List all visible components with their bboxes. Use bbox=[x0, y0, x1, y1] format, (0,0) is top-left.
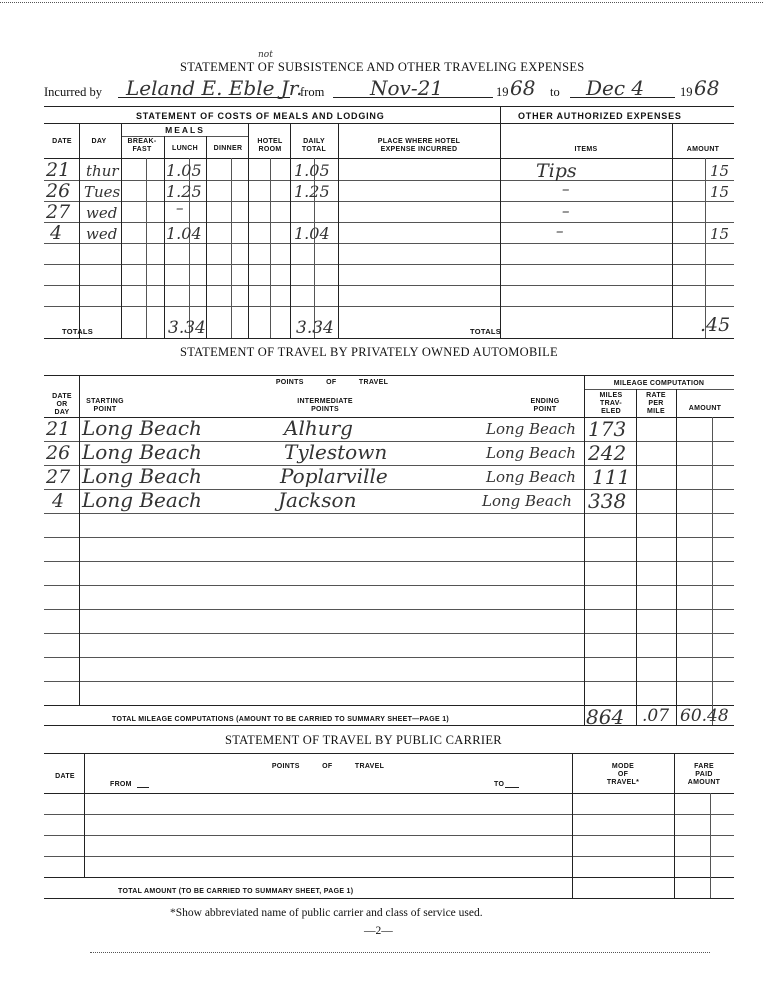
carrier-col-from: FROM bbox=[110, 781, 132, 788]
meals-col-breakfast: BREAK- FAST bbox=[127, 138, 157, 153]
incurred-name: Leland E. Eble Jr. bbox=[126, 76, 303, 100]
auto-row-2-miles: 242 bbox=[588, 441, 627, 465]
auto-row-3-start: Long Beach bbox=[82, 464, 202, 488]
to-year-prefix: 19 bbox=[680, 85, 693, 99]
meals-row-3-item: – bbox=[562, 202, 570, 220]
meals-row-4-daily-total: 1.04 bbox=[294, 224, 330, 243]
auto-row-3-miles: 111 bbox=[592, 465, 631, 489]
meals-row-2-day: Tues bbox=[84, 183, 121, 201]
meals-row-4-item: – bbox=[556, 222, 564, 240]
auto-total-rate: .07 bbox=[642, 706, 670, 726]
auto-row-1-start: Long Beach bbox=[82, 416, 202, 440]
auto-row-4-date: 4 bbox=[52, 490, 65, 512]
auto-row-1-intermediate: Alhurg bbox=[284, 416, 353, 440]
title-insert-handwriting: not bbox=[258, 50, 273, 60]
meals-totals-label: TOTALS bbox=[62, 327, 94, 336]
auto-row-2-date: 26 bbox=[46, 442, 71, 464]
meals-col-daily-total: DAILY TOTAL bbox=[301, 138, 327, 153]
meals-row-1-day: thur bbox=[86, 162, 119, 180]
meals-col-hotel-room: HOTEL ROOM bbox=[257, 138, 283, 153]
auto-col-intermediate: INTERMEDIATE POINTS bbox=[297, 398, 353, 413]
meals-col-day: DAY bbox=[91, 138, 107, 145]
auto-total-amount: 60.48 bbox=[680, 706, 729, 726]
meals-row-3-date: 27 bbox=[46, 201, 71, 223]
meals-row-1-daily-total: 1.05 bbox=[294, 161, 330, 180]
auto-total-miles: 864 bbox=[586, 705, 625, 729]
meals-row-2-amount: 15 bbox=[710, 183, 730, 201]
meals-row-1-lunch: 1.05 bbox=[166, 161, 202, 180]
meals-row-2-lunch: 1.25 bbox=[166, 182, 202, 201]
meals-row-1-date: 21 bbox=[46, 159, 71, 181]
from-date: Nov-21 bbox=[370, 76, 444, 100]
auto-row-1-date: 21 bbox=[46, 418, 71, 440]
other-total: .45 bbox=[700, 314, 731, 336]
meals-lunch-total: 3.34 bbox=[168, 318, 206, 338]
to-label: to bbox=[550, 85, 560, 99]
auto-row-4-end: Long Beach bbox=[482, 492, 572, 510]
from-year-prefix: 19 bbox=[496, 85, 509, 99]
other-col-items: ITEMS bbox=[574, 146, 598, 153]
meals-col-date: DATE bbox=[52, 138, 72, 145]
meals-col-lunch: LUNCH bbox=[172, 145, 198, 152]
auto-col-date: DATE OR DAY bbox=[52, 393, 72, 416]
auto-section-heading: STATEMENT OF TRAVEL BY PRIVATELY OWNED AUTOMOBILE bbox=[180, 345, 558, 359]
carrier-col-mode: MODE OF TRAVEL* bbox=[606, 763, 640, 786]
auto-row-2-intermediate: Tylestown bbox=[284, 440, 388, 464]
auto-col-points: POINTS OF TRAVEL bbox=[275, 379, 389, 386]
meals-row-4-amount: 15 bbox=[710, 225, 730, 243]
auto-col-starting: STARTING POINT bbox=[86, 398, 124, 413]
meals-col-place: PLACE WHERE HOTEL EXPENSE INCURRED bbox=[377, 138, 461, 153]
auto-col-rate: RATE PER MILE bbox=[646, 392, 666, 415]
auto-row-1-end: Long Beach bbox=[486, 420, 576, 438]
auto-row-4-miles: 338 bbox=[588, 489, 627, 513]
auto-col-ending: ENDING POINT bbox=[530, 398, 560, 413]
auto-col-mileage: MILEAGE COMPUTATION bbox=[613, 380, 705, 387]
auto-row-3-intermediate: Poplarville bbox=[280, 464, 388, 488]
from-year: 68 bbox=[510, 76, 536, 100]
meals-row-4-date: 4 bbox=[50, 222, 63, 244]
meals-row-3-lunch: – bbox=[176, 199, 184, 217]
meals-row-1-amount: 15 bbox=[710, 162, 730, 180]
carrier-col-points: POINTS OF TRAVEL bbox=[271, 763, 385, 770]
meals-daily-total: 3.34 bbox=[296, 318, 334, 338]
auto-row-2-end: Long Beach bbox=[486, 444, 576, 462]
meals-col-dinner: DINNER bbox=[213, 145, 243, 152]
meals-row-3-day: wed bbox=[86, 204, 118, 222]
to-date: Dec 4 bbox=[586, 76, 645, 100]
meals-row-2-date: 26 bbox=[46, 180, 71, 202]
meals-col-meals: MEALS bbox=[165, 125, 205, 135]
other-col-amount: AMOUNT bbox=[686, 146, 720, 153]
meals-row-4-lunch: 1.04 bbox=[166, 224, 202, 243]
auto-row-3-end: Long Beach bbox=[486, 468, 576, 486]
page-title: STATEMENT OF SUBSISTENCE AND OTHER TRAVELING EXPENSES bbox=[180, 60, 585, 74]
carrier-col-to: TO bbox=[494, 781, 505, 788]
meals-row-2-daily-total: 1.25 bbox=[294, 182, 330, 201]
auto-col-amount: AMOUNT bbox=[688, 405, 722, 412]
auto-row-3-date: 27 bbox=[46, 466, 71, 488]
carrier-totals-label: TOTAL AMOUNT (TO BE CARRIED TO SUMMARY SHEET, PAGE 1) bbox=[118, 888, 354, 895]
auto-row-4-intermediate: Jackson bbox=[278, 488, 357, 512]
auto-row-2-start: Long Beach bbox=[82, 440, 202, 464]
incurred-by-label: Incurred by bbox=[44, 85, 102, 99]
meals-section-heading: STATEMENT OF COSTS OF MEALS AND LODGING bbox=[136, 111, 385, 121]
auto-col-miles: MILES TRAV- ELED bbox=[599, 392, 623, 415]
auto-row-1-miles: 173 bbox=[588, 417, 627, 441]
other-totals-label: TOTALS bbox=[470, 327, 502, 336]
auto-row-4-start: Long Beach bbox=[82, 488, 202, 512]
carrier-col-fare: FARE PAID AMOUNT bbox=[687, 763, 721, 786]
carrier-section-heading: STATEMENT OF TRAVEL BY PUBLIC CARRIER bbox=[225, 733, 502, 747]
carrier-col-date: DATE bbox=[55, 773, 75, 780]
page-number: —2— bbox=[364, 925, 393, 937]
meals-row-1-item: Tips bbox=[536, 160, 577, 182]
from-label: from bbox=[300, 85, 325, 99]
other-expenses-heading: OTHER AUTHORIZED EXPENSES bbox=[518, 111, 682, 121]
footnote: *Show abbreviated name of public carrier and class of service used. bbox=[170, 907, 483, 919]
meals-row-4-day: wed bbox=[86, 225, 118, 243]
meals-row-2-item: – bbox=[562, 180, 570, 198]
auto-totals-label: TOTAL MILEAGE COMPUTATIONS (AMOUNT TO BE CARRIED TO SUMMARY SHEET—PAGE 1) bbox=[112, 716, 450, 723]
to-year: 68 bbox=[694, 76, 720, 100]
